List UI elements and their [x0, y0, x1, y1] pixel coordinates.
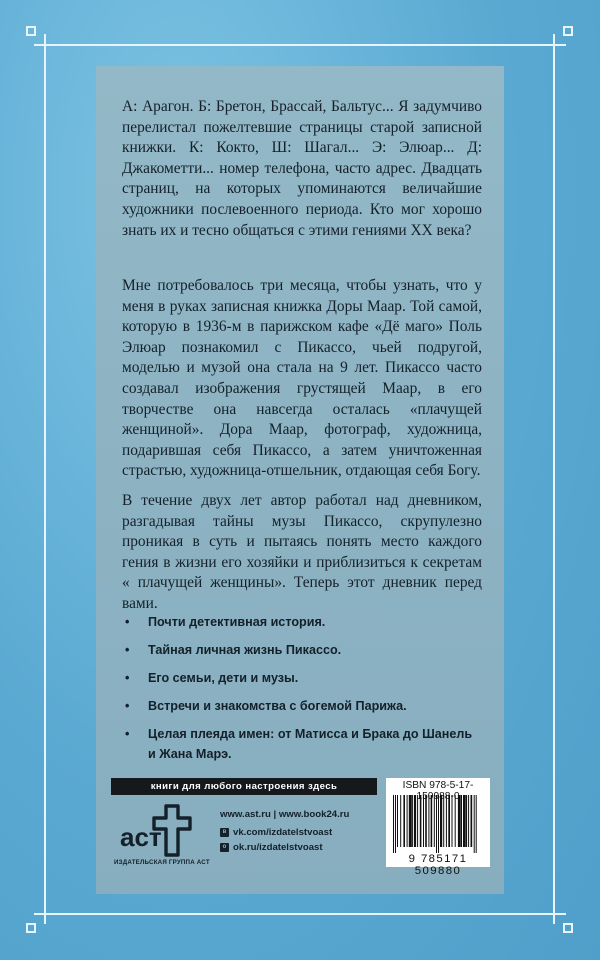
social-link-text: vk.com/izdatelstvoast: [233, 827, 333, 838]
isbn-block: [386, 778, 490, 877]
isbn-label: ISBN 978-5-17-150988-0: [402, 780, 474, 802]
barcode-bar: [446, 795, 447, 847]
frame-corner-top-left: [26, 26, 36, 36]
ast-logo: [114, 800, 204, 862]
barcode: [392, 795, 486, 853]
vk-icon: в: [220, 828, 229, 837]
frame-left-line: [44, 34, 46, 924]
ast-logo-text: аст: [120, 822, 162, 852]
barcode-bar: [474, 795, 475, 853]
barcode-bar: [428, 795, 429, 847]
frame-corner-bottom-left: [26, 923, 36, 933]
paragraph-3: В течение двух лет автор работал над дневником, разгадывая тайны музы Пикассо, скрупулезно проникая в суть и пытаясь понять место каждого гения в жизни его хозяйки и приблизиться к секретам « плачущей женщины». Теперь этот дневник перед вами.: [122, 492, 482, 612]
barcode-bar: [471, 795, 473, 847]
social-link-vk[interactable]: [220, 827, 332, 838]
feature-item: • Почти детективная история.: [122, 613, 482, 633]
barcode-bar: [403, 795, 405, 847]
frame-corner-bottom-right: [563, 923, 573, 933]
barcode-bar: [420, 795, 422, 847]
barcode-bar: [397, 795, 398, 847]
barcode-bar: [436, 795, 437, 853]
frame-bottom-line: [34, 913, 566, 915]
social-link-ok[interactable]: [220, 842, 323, 853]
social-link-text: ok.ru/izdatelstvoast: [233, 842, 323, 853]
frame-right-line: [553, 34, 555, 924]
barcode-bar: [468, 795, 469, 847]
paragraph-2: Мне потребовалось три месяца, чтобы узнать, что у меня в руках записная книжка Доры Маар. Той самой, которую в 1936-м в парижском кафе «Дё маго» Поль Элюар познакомил с Пикассо, чьей подругой, моделью и музой она стала на 9 лет. Пикассо часто создавал изображения грустящей Маар, в его творчестве она навсегда осталась «плачущей женщиной». Дора Маар, фотограф, художница, подарившая себя Пикассо, а затем уничтоженная страстью, художница-отшельник, отдающая себя Богу.: [122, 277, 482, 480]
barcode-bar: [463, 795, 465, 847]
barcode-bar: [425, 795, 427, 847]
ok-icon: о: [220, 843, 229, 852]
barcode-bar: [434, 795, 435, 847]
feature-list: [122, 613, 482, 773]
barcode-bar: [476, 795, 477, 853]
frame-corner-top-right: [563, 26, 573, 36]
frame-top-line: [34, 44, 566, 46]
barcode-bar: [393, 795, 394, 853]
barcode-bar: [423, 795, 424, 847]
barcode-bar: [455, 795, 456, 847]
barcode-bar: [438, 795, 439, 853]
barcode-bar: [400, 795, 401, 847]
barcode-bar: [440, 795, 442, 847]
feature-item: • Встречи и знакомства с богемой Парижа.: [122, 697, 482, 717]
barcode-bar: [417, 795, 418, 847]
barcode-bar: [411, 795, 413, 847]
barcode-bar: [431, 795, 433, 847]
publisher-name: ИЗДАТЕЛЬСКАЯ ГРУППА АСТ: [114, 859, 210, 866]
barcode-number: 9 785171 509880: [408, 853, 468, 877]
paragraph-1: А: Арагон. Б: Бретон, Брассай, Бальтус... Я задумчиво перелистал пожелтевшие страницы старой записной книжки. К: Кокто, Ш: Шагал... Э: Элюар... Д: Джакометти... номер телефона, часто адрес. Двадцать страниц, на которых упоминаются величайшие художники послевоенного периода. Кто мог хорошо знать их и тесно общаться с этими гениями XX века?: [122, 98, 482, 239]
barcode-bar: [407, 795, 408, 847]
barcode-bar: [443, 795, 444, 847]
barcode-bar: [414, 795, 416, 847]
tagline-banner: книги для любого настроения здесь: [111, 778, 377, 795]
barcode-bar: [460, 795, 462, 847]
barcode-bar: [448, 795, 450, 847]
website-links[interactable]: www.ast.ru | www.book24.ru: [220, 809, 350, 820]
barcode-bar: [395, 795, 396, 853]
barcode-bar: [452, 795, 453, 847]
barcode-bar: [458, 795, 460, 847]
barcode-bar: [465, 795, 467, 847]
barcode-bar: [409, 795, 411, 847]
feature-item: • Тайная личная жизнь Пикассо.: [122, 641, 482, 661]
feature-item: • Целая плеяда имен: от Матисса и Брака до Шанель и Жана Марэ.: [122, 725, 482, 764]
feature-item: • Его семьи, дети и музы.: [122, 669, 482, 689]
